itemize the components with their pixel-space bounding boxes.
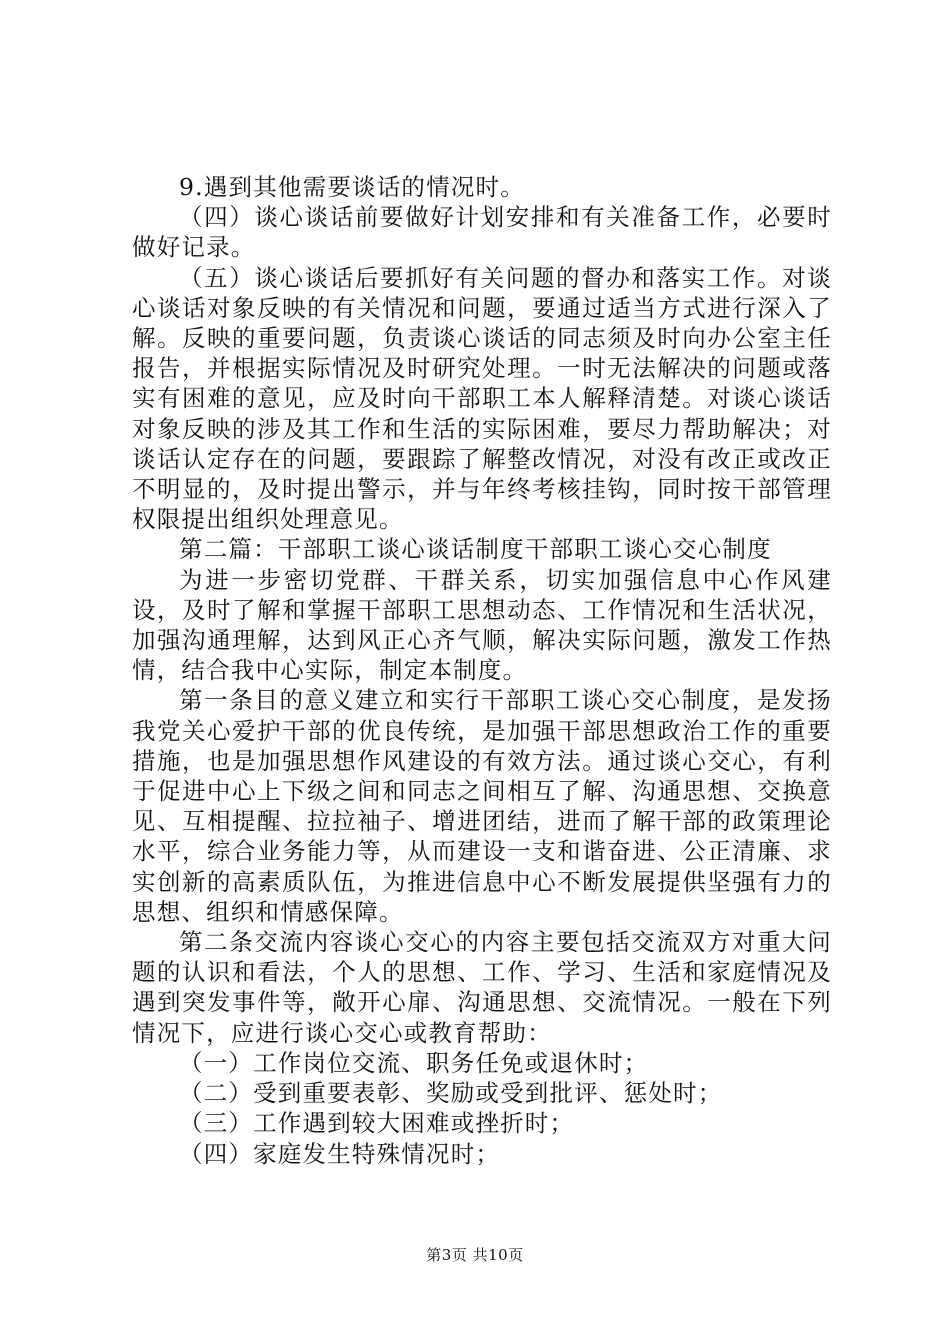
list-item-1: （一）工作岗位交流、职务任免或退休时； (179, 1048, 649, 1077)
paragraph-item-9: 9.遇到其他需要谈话的情况时。 (179, 173, 525, 201)
list-item-2: （二）受到重要表彰、奖励或受到批评、惩处时； (179, 1079, 723, 1108)
chapter-heading: 第二篇：干部职工谈心谈话制度干部职工谈心交心制度 (179, 535, 772, 564)
document-body (132, 172, 832, 1169)
paragraph-article-1: 第一条目的意义建立和实行干部职工谈心交心制度，是发扬我党关心爱护干部的优良传统，是加强干部思想政治工作的重要措施，也是加强思想作风建设的有效方法。通过谈心交心，有利于促进中心上下级之间和同志之间相互了解、沟通思想、交换意见、互相提醒、拉拉袖子、增进团结，进而了解干部的政策理论水平，综合业务能力等，从而建设一支和谐奋进、公正清廉、求实创新的高素质队伍，为推进信息中心不断发展提供坚强有力的思想、组织和情感保障。 (132, 686, 832, 926)
paragraph-section-5: （五）谈心谈话后要抓好有关问题的督办和落实工作。对谈心谈话对象反映的有关情况和问题，要通过适当方式进行深入了解。反映的重要问题，负责谈心谈话的同志须及时向办公室主任报告，并根据实际情况及时研究处理。一时无法解决的问题或落实有困难的意见，应及时向干部职工本人解释清楚。对谈心谈话对象反映的涉及其工作和生活的实际困难，要尽力帮助解决；对谈话认定存在的问题，要跟踪了解整改情况，对没有改正或改正不明显的，及时提出警示，并与年终考核挂钩，同时按干部管理权限提出组织处理意见。 (132, 263, 832, 534)
list-item-3: （三）工作遇到较大困难或挫折时； (179, 1109, 575, 1138)
paragraph-section-4: （四）谈心谈话前要做好计划安排和有关准备工作，必要时做好记录。 (132, 203, 832, 262)
paragraph-preamble: 为进一步密切党群、干群关系，切实加强信息中心作风建设，及时了解和掌握干部职工思想动态、工作情况和生活状况，加强沟通理解，达到风正心齐气顺，解决实际问题，激发工作热情，结合我中心实际，制定本制度。 (132, 565, 832, 685)
paragraph-article-2: 第二条交流内容谈心交心的内容主要包括交流双方对重大问题的认识和看法，个人的思想、工作、学习、生活和家庭情况及遇到突发事件等，敞开心扉、沟通思想、交流情况。一般在下列情况下，应进行谈心交心或教育帮助： (132, 928, 832, 1047)
page-number-label: 第3页 共10页 (426, 1246, 524, 1264)
page-footer (0, 1244, 950, 1265)
list-item-4: （四）家庭发生特殊情况时； (179, 1139, 501, 1168)
